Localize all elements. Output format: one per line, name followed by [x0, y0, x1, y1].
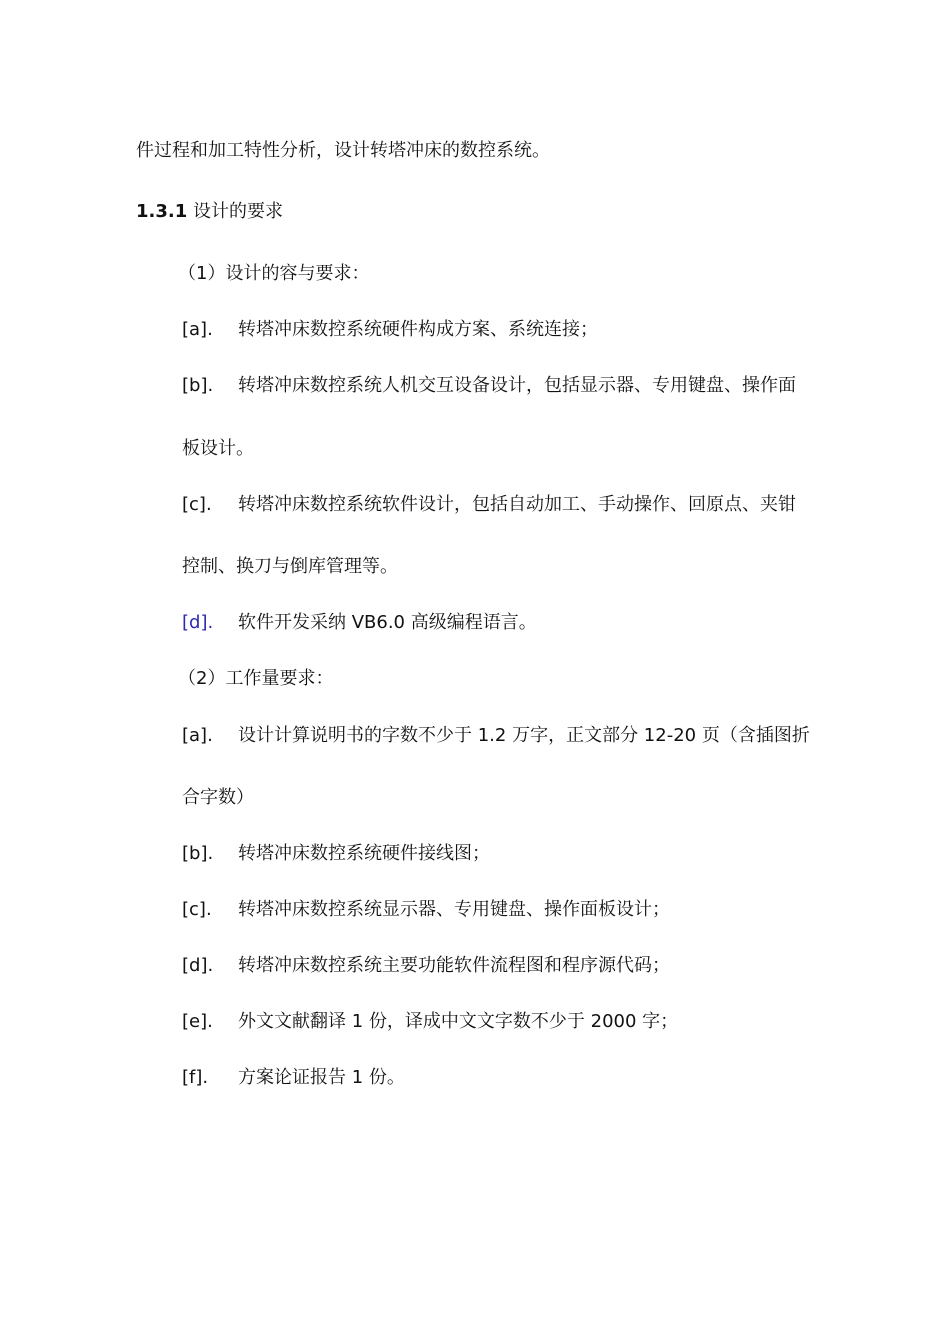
- section-heading: [136, 203, 283, 221]
- section-number: 1.3.1: [136, 201, 188, 222]
- list-marker: [a].: [182, 319, 213, 340]
- list-item: [182, 377, 796, 395]
- list-item-text: 外文文献翻译 1 份，译成中文文字数不少于 2000 字；: [238, 1011, 679, 1032]
- list-item-continuation: 合字数）: [182, 787, 254, 808]
- list-item-text: 转塔冲床数控系统软件设计，包括自动加工、手动操作、回原点、夹钳: [238, 494, 796, 515]
- part2-heading: （2）工作量要求：: [178, 668, 334, 689]
- list-item-text: 转塔冲床数控系统硬件接线图；: [238, 843, 490, 864]
- list-marker: [f].: [182, 1067, 209, 1088]
- list-item-continuation: 板设计。: [182, 438, 254, 459]
- list-item-text: 转塔冲床数控系统人机交互设备设计，包括显示器、专用键盘、操作面: [238, 375, 796, 396]
- list-item: [182, 1013, 678, 1031]
- list-marker: [d].: [182, 955, 214, 976]
- list-marker: [b].: [182, 843, 214, 864]
- list-item-text: 转塔冲床数控系统显示器、专用键盘、操作面板设计；: [238, 899, 670, 920]
- section-title: 设计的要求: [192, 201, 283, 222]
- list-item-text: 转塔冲床数控系统硬件构成方案、系统连接；: [238, 319, 598, 340]
- list-item: [182, 321, 598, 339]
- list-item: [182, 727, 810, 745]
- list-item-continuation: 控制、换刀与倒库管理等。: [182, 556, 398, 577]
- list-item: [182, 1069, 405, 1087]
- part1-heading: （1）设计的容与要求：: [178, 263, 370, 284]
- list-item: [182, 614, 537, 632]
- list-marker: [e].: [182, 1011, 213, 1032]
- list-item: [182, 845, 490, 863]
- list-marker: [c].: [182, 494, 212, 515]
- list-marker: [c].: [182, 899, 212, 920]
- list-item-text: 转塔冲床数控系统主要功能软件流程图和程序源代码；: [238, 955, 670, 976]
- list-item-text: 方案论证报告 1 份。: [238, 1067, 405, 1088]
- list-marker: [a].: [182, 725, 213, 746]
- intro-line: 件过程和加工特性分析，设计转塔冲床的数控系统。: [136, 140, 550, 161]
- list-item-text: 设计计算说明书的字数不少于 1.2 万字，正文部分 12-20 页（含插图折: [238, 725, 810, 746]
- list-marker: [b].: [182, 375, 214, 396]
- list-item: [182, 496, 796, 514]
- list-item-text: 软件开发采纳 VB6.0 高级编程语言。: [238, 612, 537, 633]
- list-item: [182, 901, 670, 919]
- list-marker-highlighted: [d].: [182, 612, 214, 633]
- list-item: [182, 957, 670, 975]
